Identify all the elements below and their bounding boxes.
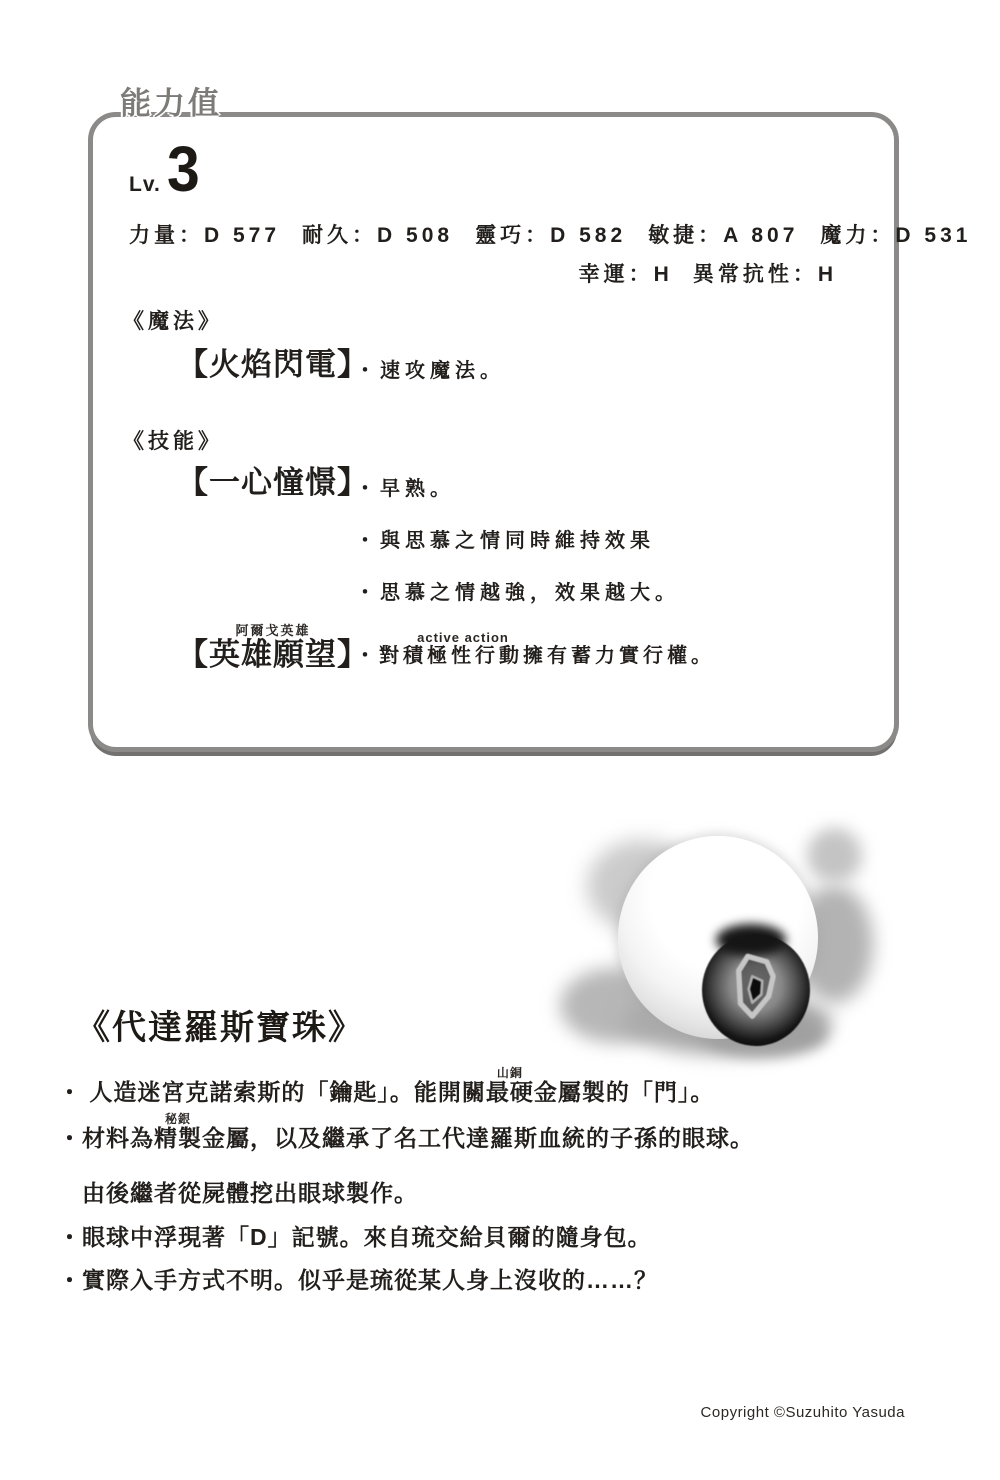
level-value: 3 bbox=[167, 133, 200, 205]
skill-effect-pre: ・對 bbox=[355, 645, 403, 667]
stat-luck: 幸運：H bbox=[578, 263, 673, 286]
page-title: 能力值 bbox=[120, 86, 222, 121]
bullet-ruby-group bbox=[154, 1112, 202, 1151]
stat-magic: 魔力：D 531 bbox=[820, 224, 972, 247]
skill-name-base: 英雄願望 bbox=[209, 637, 337, 672]
magic-name: 【火焰閃電】 bbox=[177, 347, 369, 382]
stats-row-1 bbox=[129, 219, 972, 249]
skill-name-ruby-group bbox=[209, 623, 337, 672]
bullet-ruby-base: 精製 bbox=[154, 1125, 202, 1151]
status-box bbox=[88, 112, 972, 752]
stat-agility: 敏捷：A 807 bbox=[648, 224, 799, 247]
item-bullet: ・眼球中浮現著「D」記號。來自琉交給貝爾的隨身包。 bbox=[58, 1224, 652, 1250]
skill-effect-ruby-group bbox=[403, 630, 523, 667]
magic-effect: ・速攻魔法。 bbox=[355, 360, 505, 382]
skill-name-argonaut bbox=[177, 623, 369, 674]
skill-effect bbox=[355, 631, 715, 668]
item-bullet: ・實際入手方式不明。似乎是琉從某人身上沒收的……？ bbox=[58, 1267, 658, 1293]
eyeball-sphere bbox=[618, 836, 818, 1039]
stats-block bbox=[129, 219, 972, 288]
magic-section-title: 《魔法》 bbox=[123, 310, 223, 333]
eyeball-iris bbox=[702, 934, 810, 1046]
bullet-text-post: 金屬製的「門」。 bbox=[533, 1079, 715, 1105]
skill-effect: ・與思慕之情同時維持效果 bbox=[355, 530, 655, 552]
skill-effect-base: 積極性行動 bbox=[403, 645, 523, 667]
stat-endurance: 耐久：D 508 bbox=[302, 224, 454, 247]
bullet-text-pre: ・材料為 bbox=[58, 1125, 154, 1151]
item-bullet bbox=[58, 1112, 958, 1153]
level-label: Lv. bbox=[129, 173, 161, 196]
skill-name-liaris-freese: 【一心憧憬】 bbox=[177, 465, 369, 500]
skill-name-bracket-close: 】 bbox=[337, 637, 369, 672]
bullet-ruby-base: 最硬 bbox=[485, 1079, 534, 1105]
eyeball-image bbox=[552, 810, 892, 1060]
bullet-ruby-group bbox=[485, 1066, 534, 1105]
stat-abnormal-resistance: 異常抗性：H bbox=[692, 263, 837, 286]
stat-dexterity: 靈巧：D 582 bbox=[475, 224, 627, 247]
bullet-ruby: 山銅 bbox=[485, 1066, 534, 1080]
skill-effect: ・思慕之情越強，效果越大。 bbox=[355, 582, 680, 604]
d-mark-icon bbox=[726, 948, 784, 1030]
skill-effect-ruby: active action bbox=[403, 630, 523, 645]
skills-section-title: 《技能》 bbox=[123, 430, 223, 453]
ink-smudge bbox=[807, 828, 862, 883]
bullet-ruby: 秘銀 bbox=[154, 1112, 202, 1126]
bullet-text-pre: ・ 人造迷宮克諾索斯的「鑰匙」。能開關 bbox=[58, 1079, 486, 1105]
stat-strength: 力量：D 577 bbox=[129, 224, 281, 247]
stats-row-2 bbox=[129, 258, 837, 288]
copyright-text: Copyright ©Suzuhito Yasuda bbox=[700, 1404, 905, 1421]
skill-name-ruby: 阿爾戈英雄 bbox=[209, 623, 337, 638]
item-title: 《代達羅斯寶珠》 bbox=[76, 1009, 364, 1047]
skill-effect: ・早熟。 bbox=[355, 478, 455, 500]
item-bullet bbox=[58, 1066, 958, 1107]
bullet-text-post: 金屬，以及繼承了名工代達羅斯血統的子孫的眼球。 bbox=[202, 1125, 754, 1151]
item-bullet: 由後繼者從屍體挖出眼球製作。 bbox=[58, 1180, 418, 1206]
skill-name-bracket-open: 【 bbox=[177, 637, 209, 672]
skill-effect-post: 擁有蓄力實行權。 bbox=[523, 645, 715, 667]
